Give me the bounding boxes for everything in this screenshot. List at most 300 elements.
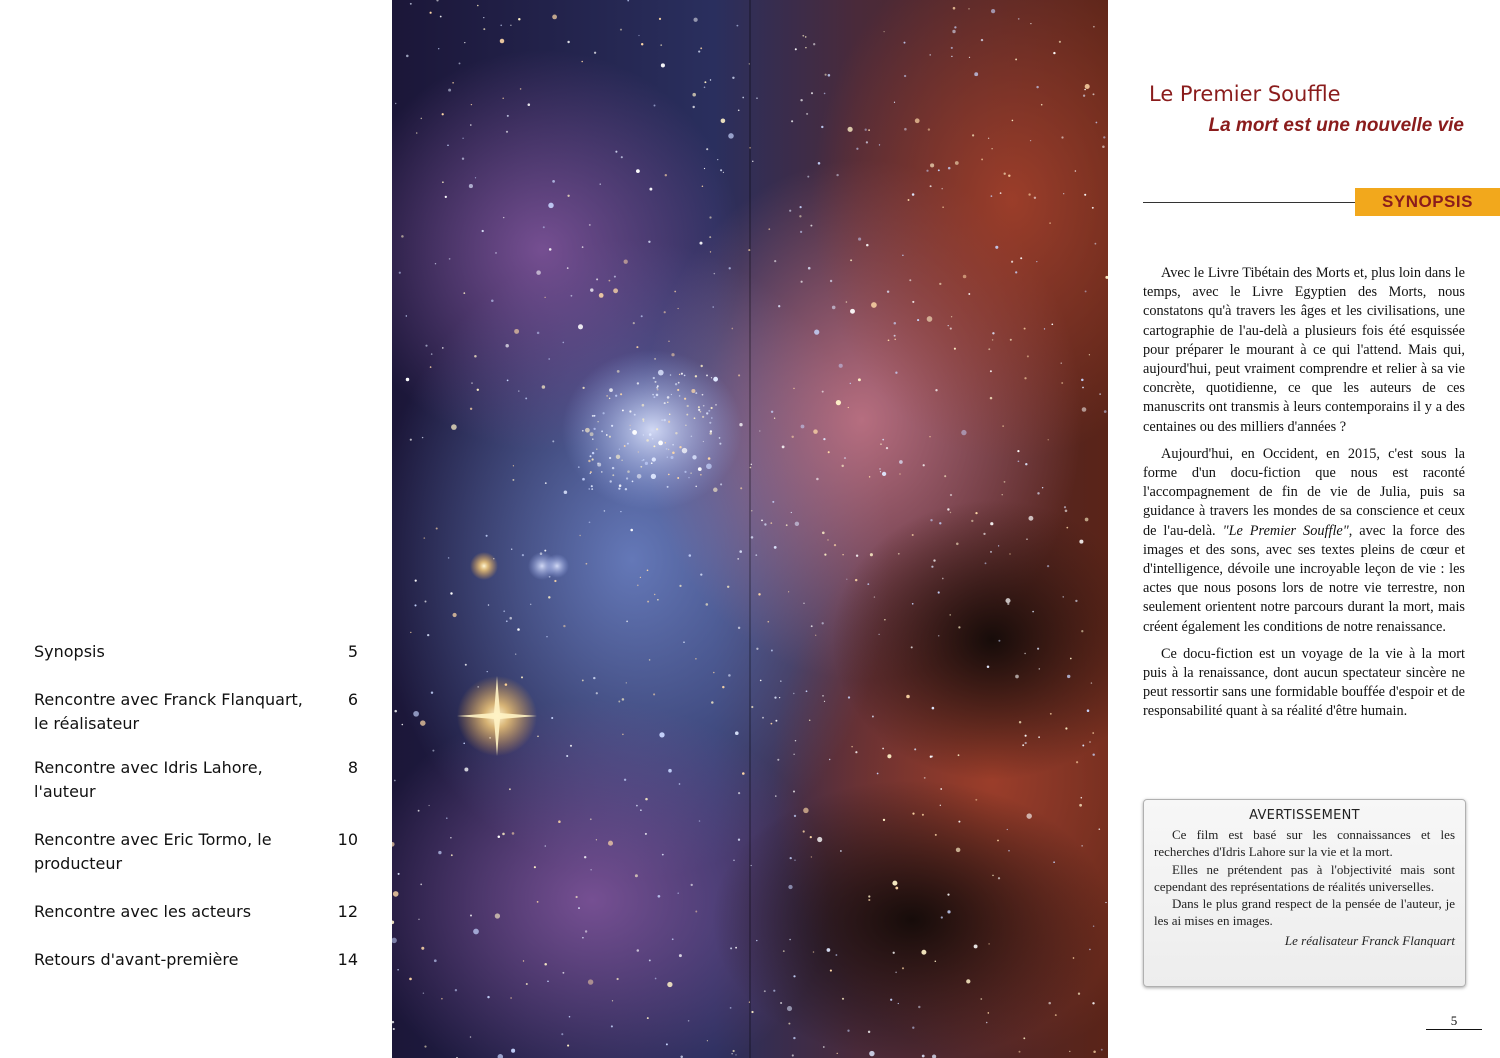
star <box>395 103 396 104</box>
star <box>589 488 590 489</box>
star <box>511 549 512 550</box>
star <box>507 115 509 117</box>
star <box>988 138 989 139</box>
star <box>963 275 967 279</box>
star <box>1030 140 1031 141</box>
star <box>990 551 992 553</box>
star <box>470 408 472 410</box>
star <box>441 998 443 1000</box>
star <box>420 884 422 886</box>
toc-item-synopsis[interactable] <box>34 640 358 664</box>
star <box>899 460 903 464</box>
star <box>671 394 672 395</box>
star <box>720 483 722 485</box>
star <box>562 342 564 344</box>
star <box>771 650 773 652</box>
star <box>1011 261 1013 263</box>
star <box>430 366 432 368</box>
star <box>774 260 776 262</box>
star <box>998 877 1000 879</box>
star <box>636 805 638 807</box>
star <box>842 998 844 1000</box>
star <box>592 452 594 454</box>
star <box>783 950 785 952</box>
star <box>1092 732 1094 734</box>
star <box>801 281 803 283</box>
star <box>930 756 932 758</box>
star <box>548 596 550 598</box>
star <box>678 382 680 384</box>
star <box>731 328 733 330</box>
synopsis-text-run: , avec la force des images et des sons, avec ses textes pleins de cœur et d'intelligence, dévoile une incroyable leçon de vie : les actes que nous posons lors de notre vie terrestre, non seulement orientent notre parcours durant la mort, mais créent également les conditions de notre renaissance. <box>1143 522 1465 635</box>
star <box>579 535 580 536</box>
star <box>615 151 617 153</box>
star <box>1005 598 1010 603</box>
star <box>1081 797 1083 799</box>
star <box>756 98 757 99</box>
star <box>719 443 721 445</box>
star <box>552 180 555 183</box>
star <box>883 31 884 32</box>
star <box>887 754 891 758</box>
star <box>789 939 791 941</box>
star <box>699 820 701 822</box>
star <box>893 952 895 954</box>
star <box>1096 122 1098 124</box>
star <box>1020 257 1022 259</box>
star <box>790 857 792 859</box>
star <box>552 440 554 442</box>
star <box>470 124 472 126</box>
star <box>1053 861 1055 863</box>
star <box>882 439 884 441</box>
star <box>930 163 934 167</box>
star <box>679 585 681 587</box>
star <box>858 378 861 381</box>
star <box>450 592 452 594</box>
toc-item-auteur[interactable] <box>34 756 358 804</box>
star <box>695 658 697 660</box>
star <box>738 109 740 111</box>
star <box>880 443 882 445</box>
star <box>691 884 693 886</box>
star <box>520 88 522 90</box>
star <box>759 430 760 431</box>
star <box>894 335 896 337</box>
star <box>677 892 679 894</box>
star <box>958 754 960 756</box>
star <box>782 445 785 448</box>
star <box>451 854 453 856</box>
star <box>895 372 897 374</box>
star <box>755 554 757 556</box>
toc-item-realisateur[interactable] <box>34 688 358 736</box>
star <box>645 798 648 801</box>
star <box>582 478 585 481</box>
star <box>1018 18 1020 20</box>
star <box>636 346 638 348</box>
star <box>918 1006 920 1008</box>
star <box>830 970 832 972</box>
star <box>512 479 514 481</box>
star <box>868 895 870 897</box>
star <box>700 365 702 367</box>
star <box>601 430 603 432</box>
star <box>548 203 553 208</box>
star <box>517 628 520 631</box>
star <box>948 167 951 170</box>
star <box>749 147 751 149</box>
star <box>1079 540 1083 544</box>
star <box>682 448 688 454</box>
star <box>948 325 949 326</box>
star <box>844 457 846 459</box>
star <box>799 215 801 217</box>
star <box>464 42 465 43</box>
star <box>649 433 652 436</box>
star <box>803 830 805 832</box>
star <box>654 594 655 595</box>
star <box>1041 104 1043 106</box>
star <box>850 383 851 384</box>
star <box>793 1037 795 1039</box>
star <box>401 235 404 238</box>
toc-item-page: 10 <box>337 830 358 849</box>
star <box>764 523 766 525</box>
star <box>449 258 451 260</box>
star <box>795 740 796 741</box>
warning-title: AVERTISSEMENT <box>1249 808 1360 823</box>
star <box>463 292 465 294</box>
star <box>684 471 686 473</box>
star <box>1015 675 1019 679</box>
toc-item-title: Synopsis <box>34 642 105 661</box>
star <box>932 707 935 710</box>
page-title: Le Premier Souffle <box>1149 82 1341 106</box>
star <box>1027 355 1029 357</box>
star <box>1025 742 1027 744</box>
star <box>626 621 628 623</box>
star <box>802 35 804 37</box>
star <box>398 873 400 875</box>
star <box>423 537 425 539</box>
star <box>599 293 604 298</box>
star <box>958 821 960 823</box>
star <box>780 680 782 682</box>
page-number-rule <box>1426 1029 1482 1030</box>
star <box>882 748 884 750</box>
star <box>633 322 635 324</box>
star <box>594 415 596 417</box>
star <box>1050 713 1052 715</box>
star <box>858 238 861 241</box>
star <box>525 397 527 399</box>
star <box>800 231 802 233</box>
star <box>780 1002 782 1004</box>
star <box>689 554 692 557</box>
star <box>692 93 696 97</box>
star <box>950 328 952 330</box>
star <box>1092 1002 1094 1004</box>
star <box>409 978 412 981</box>
star <box>871 302 877 308</box>
star <box>748 249 750 251</box>
star <box>507 380 509 382</box>
star <box>958 626 960 628</box>
star <box>668 421 670 423</box>
star <box>988 1012 990 1014</box>
star <box>928 128 930 130</box>
toc-item-title: Rencontre avec les acteurs <box>34 902 252 921</box>
star <box>715 404 717 406</box>
star <box>951 56 952 57</box>
star <box>537 735 539 737</box>
toc-item-producteur[interactable] <box>34 828 358 876</box>
star <box>510 997 512 999</box>
star <box>751 706 753 708</box>
star <box>1093 925 1094 926</box>
star <box>503 217 504 218</box>
star <box>562 972 564 974</box>
star <box>666 1043 668 1045</box>
star <box>1064 506 1066 508</box>
synopsis-paragraph: Ce docu-fiction est un voyage de la vie à la mort puis à la renaissance, dont aucun spectateur sincère ne peut ressortir sans une formidable bouffée d'espoir et de responsabilité quant à sa réalité d'être humain. <box>1143 645 1465 720</box>
star <box>1078 993 1080 995</box>
star <box>684 398 686 400</box>
star <box>704 168 705 169</box>
star <box>902 967 904 969</box>
star <box>788 1023 790 1025</box>
star <box>1075 170 1077 172</box>
star <box>1063 193 1064 194</box>
star <box>654 105 656 107</box>
star <box>824 93 826 95</box>
star <box>830 280 832 282</box>
star <box>523 960 524 961</box>
star <box>1079 804 1082 807</box>
star <box>1039 668 1041 670</box>
star <box>872 716 874 718</box>
star <box>1038 736 1040 738</box>
star <box>582 246 584 248</box>
star <box>602 412 604 414</box>
star <box>855 751 857 753</box>
star <box>702 394 704 396</box>
star <box>671 353 674 356</box>
star <box>653 396 655 398</box>
toc-item-page: 14 <box>337 950 358 969</box>
star <box>544 963 547 966</box>
star <box>874 596 875 597</box>
star <box>629 425 630 426</box>
star <box>664 402 666 404</box>
star <box>926 170 928 172</box>
star <box>1036 86 1038 88</box>
star <box>1032 611 1034 613</box>
star <box>609 280 611 282</box>
star <box>1019 721 1021 723</box>
star <box>620 511 621 512</box>
star <box>591 488 593 490</box>
star <box>397 969 399 971</box>
star <box>488 604 490 606</box>
star <box>1015 58 1017 60</box>
star <box>847 1030 849 1032</box>
star <box>810 225 812 227</box>
star <box>719 437 721 439</box>
star <box>700 573 702 575</box>
star <box>788 885 792 889</box>
star <box>709 422 711 424</box>
star <box>687 405 689 407</box>
star <box>656 394 659 397</box>
star <box>758 593 760 595</box>
star <box>775 720 777 722</box>
star <box>760 680 762 682</box>
star <box>668 341 670 343</box>
star <box>606 434 608 436</box>
star <box>767 621 769 623</box>
star <box>545 482 547 484</box>
section-badge: SYNOPSIS <box>1355 188 1500 216</box>
star <box>813 429 818 434</box>
toc-item-acteurs[interactable] <box>34 900 358 924</box>
star <box>710 251 711 252</box>
star <box>1101 1049 1103 1051</box>
star <box>694 417 696 419</box>
star <box>955 161 959 165</box>
star <box>1010 339 1012 341</box>
star <box>869 476 870 477</box>
star <box>816 478 819 481</box>
star <box>418 919 419 920</box>
star <box>1053 52 1055 54</box>
star <box>822 391 824 393</box>
star <box>675 432 677 434</box>
star <box>739 550 742 553</box>
star <box>1081 379 1084 382</box>
star <box>424 1046 426 1048</box>
star <box>983 533 985 535</box>
star <box>822 531 825 534</box>
toc-item-page: 8 <box>347 758 358 777</box>
star <box>805 36 807 38</box>
star <box>695 911 697 913</box>
star <box>610 480 612 482</box>
star <box>803 808 808 813</box>
star <box>672 452 675 455</box>
star <box>710 79 711 80</box>
star <box>691 436 693 438</box>
star <box>665 442 667 444</box>
star <box>548 358 550 360</box>
star <box>772 501 774 503</box>
star <box>634 414 636 416</box>
star <box>666 448 668 450</box>
star <box>649 959 651 961</box>
star <box>393 891 399 897</box>
star <box>656 387 658 389</box>
star <box>738 792 740 794</box>
star <box>500 39 505 44</box>
star <box>1018 460 1020 462</box>
star <box>606 395 608 397</box>
star <box>653 377 655 379</box>
table-of-contents <box>34 640 358 972</box>
star <box>442 181 444 183</box>
star <box>611 425 613 427</box>
star <box>459 62 461 64</box>
star <box>935 960 937 962</box>
star <box>590 869 591 870</box>
star <box>941 916 943 918</box>
star <box>1044 328 1045 329</box>
star <box>651 462 653 464</box>
star <box>578 324 583 329</box>
star <box>733 859 735 861</box>
star <box>435 263 436 264</box>
star <box>794 860 795 861</box>
toc-item-avant-premiere[interactable] <box>34 948 358 972</box>
star <box>668 449 669 450</box>
star <box>406 315 407 316</box>
star <box>611 1025 613 1027</box>
star <box>706 412 708 414</box>
star <box>658 895 661 898</box>
star <box>813 951 815 953</box>
star <box>662 854 664 856</box>
star <box>642 404 645 407</box>
star <box>801 425 805 429</box>
star <box>418 810 420 812</box>
star <box>704 81 706 83</box>
star <box>1025 463 1027 465</box>
star <box>596 839 597 840</box>
star <box>1102 146 1105 149</box>
star <box>487 671 488 672</box>
star <box>877 773 879 775</box>
star <box>892 881 897 886</box>
star <box>774 546 777 549</box>
star <box>912 193 915 196</box>
star <box>751 865 752 866</box>
star <box>756 648 758 650</box>
star <box>652 394 654 396</box>
star <box>641 315 643 317</box>
star <box>438 48 439 49</box>
star <box>971 520 973 522</box>
star <box>807 176 809 178</box>
star <box>713 672 715 674</box>
star <box>974 944 978 948</box>
star <box>434 959 437 962</box>
star <box>987 666 990 669</box>
star <box>713 488 718 493</box>
star <box>1004 173 1006 175</box>
star <box>505 344 508 347</box>
star <box>822 695 823 696</box>
star <box>670 374 672 376</box>
star <box>578 466 580 468</box>
star <box>618 701 620 703</box>
star <box>420 720 426 726</box>
nebula-image <box>392 0 1108 1058</box>
star <box>856 148 858 150</box>
star <box>1008 174 1010 176</box>
star <box>894 102 895 103</box>
star <box>597 421 598 422</box>
star <box>421 947 424 950</box>
